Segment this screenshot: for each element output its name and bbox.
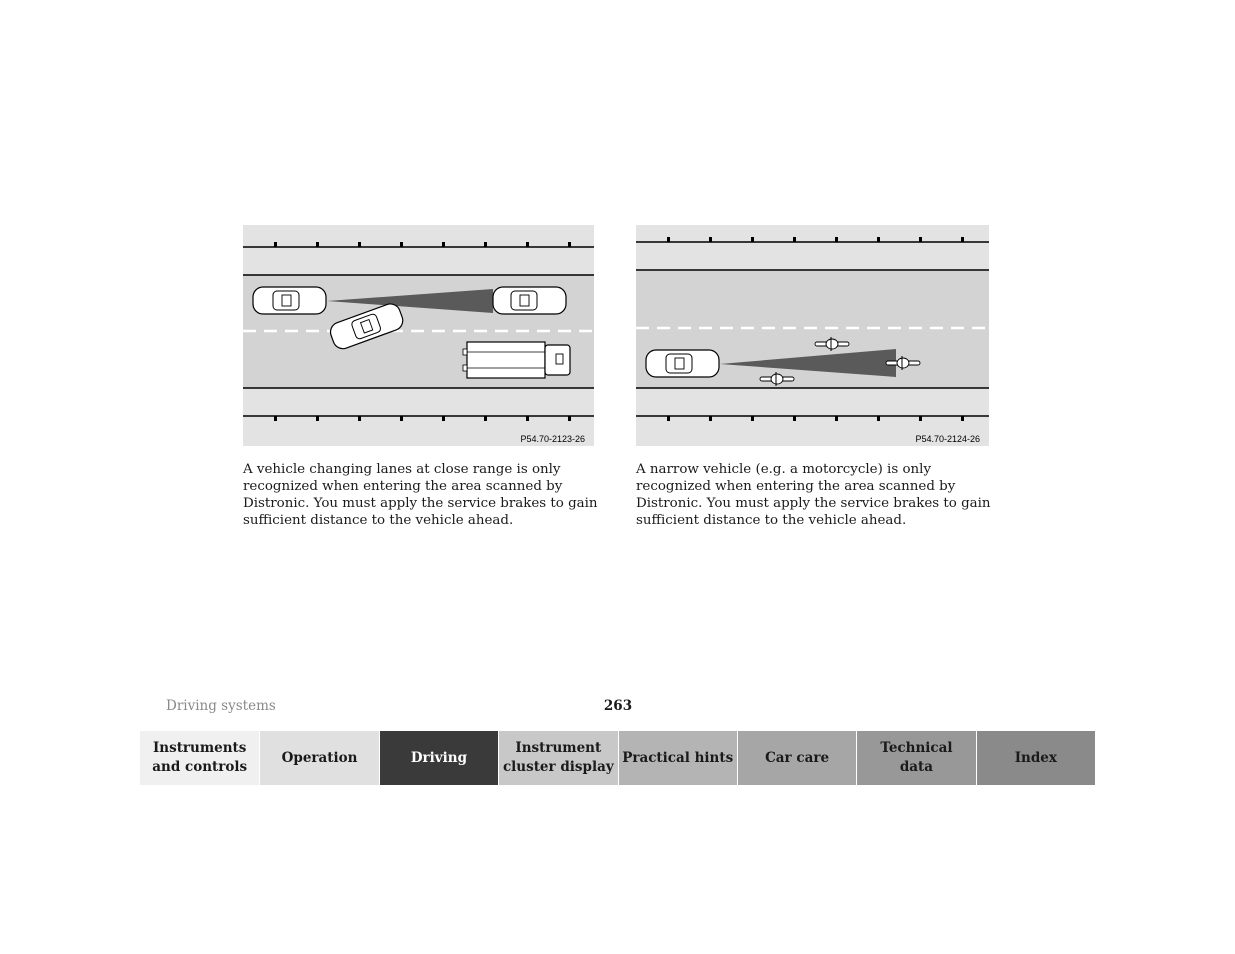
figure-narrow-vehicle bbox=[636, 225, 989, 446]
nav-tab-instruments-and-controls[interactable]: Instruments and controls bbox=[140, 731, 259, 785]
figure-code: P54.70-2123-26 bbox=[520, 434, 585, 444]
page-number: 263 bbox=[603, 698, 633, 714]
nav-tab-driving[interactable]: Driving bbox=[379, 731, 498, 785]
own-car bbox=[253, 287, 326, 314]
chapter-nav bbox=[140, 731, 1095, 785]
figure-lane-change bbox=[243, 225, 594, 446]
nav-tab-car-care[interactable]: Car care bbox=[737, 731, 856, 785]
section-label: Driving systems bbox=[166, 698, 276, 714]
own-car bbox=[646, 350, 719, 377]
figure-code: P54.70-2124-26 bbox=[915, 434, 980, 444]
truck bbox=[463, 342, 570, 378]
nav-tab-technical-data[interactable]: Technical data bbox=[856, 731, 975, 785]
nav-tab-instrument-cluster-display[interactable]: Instrument cluster display bbox=[498, 731, 617, 785]
figure-caption-narrow-vehicle: A narrow vehicle (e.g. a motorcycle) is only recognized when entering the area scanned by Distronic. You must apply the service brakes to gain sufficient distance to the vehicle ahead. bbox=[636, 462, 991, 528]
nav-tab-index[interactable]: Index bbox=[976, 731, 1095, 785]
nav-tab-practical-hints[interactable]: Practical hints bbox=[618, 731, 737, 785]
nav-tab-operation[interactable]: Operation bbox=[259, 731, 378, 785]
lane-change-diagram bbox=[243, 225, 594, 446]
car-ahead bbox=[493, 287, 566, 314]
narrow-vehicle-diagram bbox=[636, 225, 989, 446]
figure-caption-lane-change: A vehicle changing lanes at close range is only recognized when entering the area scanned by Distronic. You must apply the service brakes to gain sufficient distance to the vehicle ahead. bbox=[243, 462, 598, 528]
